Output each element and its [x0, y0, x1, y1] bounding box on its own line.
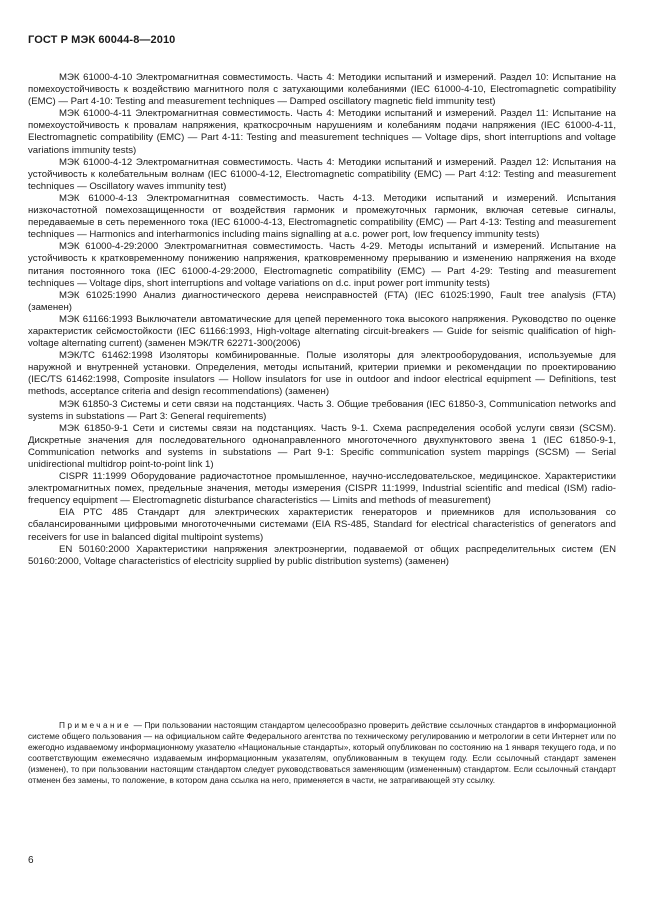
reference-entry: МЭК 61000-4-10 Электромагнитная совместимость. Часть 4: Методики испытаний и измерений. Раздел 10: Испытание на помехоустойчивость к воздействию магнитного поля с затухающими колебаниями (IEC 61000-4-10, Electromagnetic compatibility (EMC) — Part 4-10: Testing and measurement techniques — Damped oscillatory magnetic field immunity test)	[28, 72, 616, 108]
reference-entry: МЭК 61000-4-11 Электромагнитная совместимость. Часть 4: Методики испытаний и измерений. Раздел 11: Испытание на помехоустойчивость к провалам напряжения, краткосрочным нарушениям и колебаниям подачи напряжения (IEC 61000-4-11, Electromagnetic compatibility (EMC) — Part 4-11: Testing and measurement techniques — Voltage dips, short interruptions and voltage variations immunity tests)	[28, 108, 616, 156]
note-paragraph	[28, 720, 616, 787]
reference-entry: МЭК 61000-4-29:2000 Электромагнитная совместимость. Часть 4-29. Методы испытаний и измерений. Испытание на устойчивость к кратковременному понижению напряжения, кратковременному прерыванию и изменению напряжения на входе питания постоянного тока (IEC 61000-4-29:2000, Electromagnetic compatibility (EMC) — Part 4-29: Testing and measurement techniques — Voltage dips, short interruptions and voltage variations on d.c. input power port immunity tests)	[28, 241, 616, 289]
reference-entry: МЭК 61166:1993 Выключатели автоматические для цепей переменного тока высокого напряжения. Руководство по оценке характеристик сейсмостойкости (IEC 61166:1993, High-voltage alternating circuit-breakers — Guide for seismic qualification of high-voltage alternating current) (заменен МЭК/TR 62271-300(2006)	[28, 313, 616, 350]
reference-entry: EN 50160:2000 Характеристики напряжения электроэнергии, подаваемой от общих распределительных систем (EN 50160:2000, Voltage characteristics of electricity supplied by public distribution systems) (заменен)	[28, 543, 616, 567]
note-text: — При пользовании настоящим стандартом целесообразно проверить действие ссылочных стандартов в информационной системе общего пользования — на официальном сайте Федерального агентства по техническому регулированию и метрологии в сети Интернет или по ежегодно издаваемому информационному указателю «Национальные стандарты», который опубликован по состоянию на 1 января текущего года, и по соответствующим ежемесячно издаваемым информационным указателям, опубликованным в текущем году. Если ссылочный стандарт заменен (изменен), то при пользовании настоящим стандартом следует руководствоваться заменяющим (измененным) стандартом. Если ссылочный стандарт отменен без замены, то положение, в котором дана ссылка на него, применяется в части, не затрагивающей эту ссылку.	[28, 720, 616, 786]
reference-entry: МЭК/ТС 61462:1998 Изоляторы комбинированные. Полые изоляторы для электрооборудования, используемые для наружной и внутренней установки. Определения, методы испытаний, критерии приемки и рекомендации по проектированию (IEC/TS 61462:1998, Composite insulators — Hollow insulators for use in outdoor and indoor electrical equipment — Definitions, test methods, acceptance criteria and design recommendations) (заменен)	[28, 350, 616, 398]
reference-entry: МЭК 61025:1990 Анализ диагностического дерева неисправностей (FTA) (IEC 61025:1990, Fault tree analysis (FTA) (заменен)	[28, 289, 616, 313]
reference-entry: МЭК 61000-4-12 Электромагнитная совместимость. Часть 4: Методики испытаний и измерений. Раздел 12: Испытания на устойчивость к колебательным волнам (IEC 61000-4-12, Electromagnetic compatibility (EMC) — Part 4:12: Testing and measurement techniques — Oscillatory waves immunity test)	[28, 156, 616, 192]
reference-entry: МЭК 61000-4-13 Электромагнитная совместимость. Часть 4-13. Методики испытаний и измерений. Испытания низкочастотной помехозащищенности от воздействия гармоник и промежуточных гармоник, включая сетевые сигналы, передаваемые в сеть переменного тока (IEC 61000-4-13, Electromagnetic compatibility (EMC) — Part 4-13: Testing and measurement techniques — Harmonics and interharmonics including mains signalling at a.c. power port, low frequency immunity tests)	[28, 192, 616, 241]
reference-entry: МЭК 61850-9-1 Сети и системы связи на подстанциях. Часть 9-1. Схема распределения особой услуги связи (SCSM). Дискретные значения для последовательного однонаправленного многоточечного двухпунктового звена 1 (IEC 61850-9-1, Communication networks and systems in substations — Part 9-1: Specific communication system mappings (SCSM) — Serial unidirectional multidrop point-to-point link 1)	[28, 422, 616, 470]
page-number: 6	[28, 855, 34, 866]
reference-entry: EIA PTC 485 Стандарт для электрических характеристик генераторов и приемников для использования со сбалансированными цифровыми многоточечными системами (EIA RS-485, Standard for electrical characteristics of generators and receivers for use in balanced digital multipoint systems)	[28, 507, 616, 543]
reference-list	[28, 72, 616, 568]
note-label: Примечание	[59, 720, 132, 730]
document-header: ГОСТ Р МЭК 60044-8—2010	[28, 34, 176, 46]
reference-entry: CISPR 11:1999 Оборудование радиочастотное промышленное, научно-исследовательское, медицинское. Характеристики электромагнитных помех, предельные значения, методы измерения (CISPR 11:1999, Industrial scientific and medical (ISM) radio-frequency equipment — Electromagnetic disturbance characteristics — Limits and methods of measurement)	[28, 471, 616, 507]
reference-entry: МЭК 61850-3 Системы и сети связи на подстанциях. Часть 3. Общие требования (IEC 61850-3, Communication networks and systems in substations — Part 3: General requirements)	[28, 398, 616, 422]
